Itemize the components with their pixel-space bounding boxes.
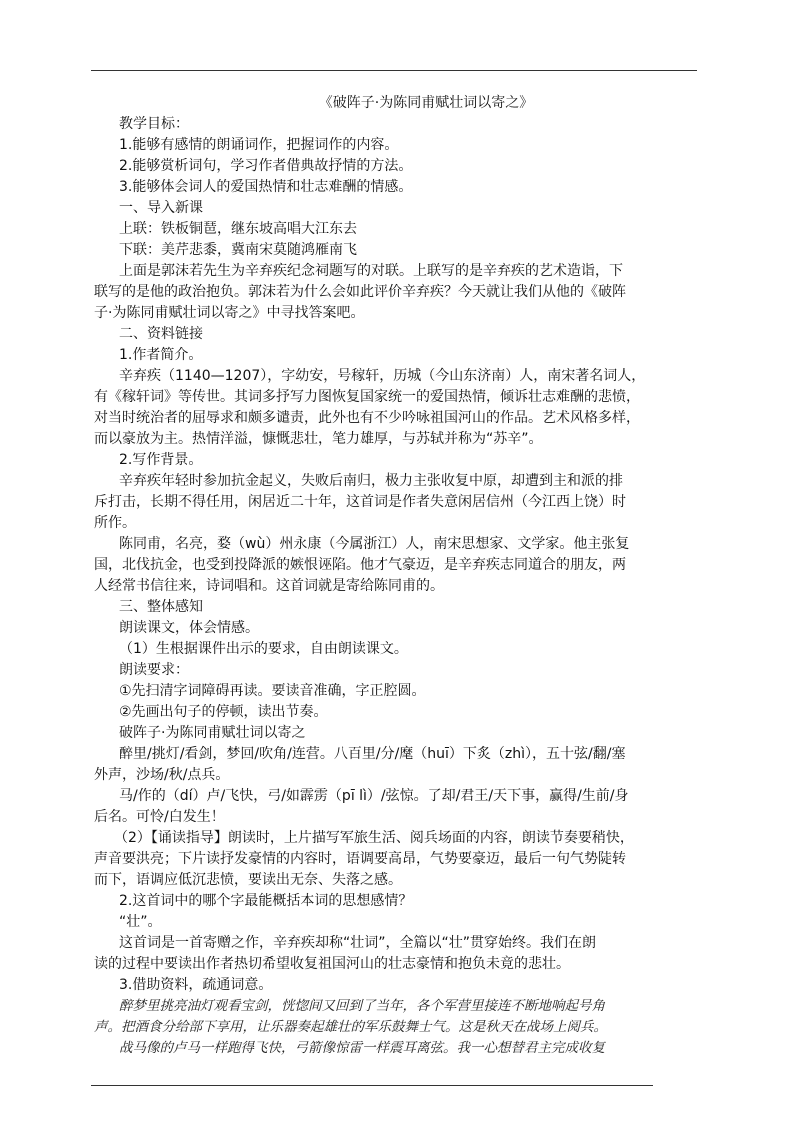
footer-rule bbox=[91, 1085, 653, 1086]
paragraph-line: 辛弃疾（1140—1207），字幼安，号稼轩，历城（今山东济南）人，南宋著名词人， bbox=[119, 368, 646, 384]
intro-paragraph bbox=[94, 261, 703, 324]
paragraph-line: 而下，语调应低沉悲愤，要读出无奈、失落之感。 bbox=[94, 872, 402, 888]
paragraph-line: 对当时统治者的屈辱求和颇多谴责，此外也有不少吟咏祖国河山的作品。艺术风格多样， bbox=[94, 410, 640, 426]
paragraph-line: 声。把酒食分给部下享用，让乐器奏起雄壮的军乐鼓舞士气。这是秋天在战场上阅兵。 bbox=[94, 1019, 607, 1035]
poem-stanza-1 bbox=[94, 744, 703, 786]
paragraph-line: 所作。 bbox=[94, 515, 136, 531]
question-line: 3.借助资料，疏通词意。 bbox=[119, 977, 273, 993]
instruction-line: （1）生根据课件出示的要求，自由朗读课文。 bbox=[119, 641, 408, 657]
question-line: 2.这首词中的哪个字最能概括本词的思想感情？ bbox=[119, 893, 413, 909]
sub-heading: 1.作者简介。 bbox=[119, 347, 203, 363]
document-body bbox=[94, 93, 703, 1059]
requirements-heading: 朗读要求： bbox=[119, 662, 189, 678]
instruction-line: 朗读课文，体会情感。 bbox=[119, 620, 259, 636]
header-rule bbox=[91, 70, 697, 71]
poem-line: 马/作的（dí）卢/飞快，弓/如霹雳（pī lì）/弦惊。了却/君王/天下事，赢得/生前/身 bbox=[119, 788, 629, 804]
poem-title: 破阵子·为陈同甫赋壮词以寄之 bbox=[119, 725, 306, 741]
section-heading: 二、资料链接 bbox=[119, 326, 203, 342]
paragraph-line: 陈同甫，名亮，婺（wù）州永康（今属浙江）人，南宋思想家、文学家。他主张复 bbox=[119, 536, 630, 552]
requirement-item: ②先画出句子的停顿，读出节奏。 bbox=[119, 704, 328, 720]
paragraph-line: 醉梦里挑亮油灯观看宝剑，恍惚间又回到了当年，各个军营里接连不断地响起号角 bbox=[119, 998, 605, 1014]
paragraph-line: 读的过程中要读出作者热切希望收复祖国河山的壮志豪情和抱负未竟的悲壮。 bbox=[94, 956, 570, 972]
poem-line: 醉里/挑灯/看剑，梦回/吹角/连营。八百里/分/麾（huī）下炙（zhì），五十弦/翻/塞 bbox=[119, 746, 626, 762]
poem-line: 后名。可怜/白发生！ bbox=[94, 809, 225, 825]
background-paragraph bbox=[94, 471, 703, 534]
paragraph-line: 有《稼轩词》等传世。其词多抒写力图恢复国家统一的爱国热情，倾诉壮志难酬的悲愤， bbox=[94, 389, 640, 405]
section-heading: 一、导入新课 bbox=[119, 200, 203, 216]
answer-line: “壮”。 bbox=[119, 914, 162, 930]
author-paragraph bbox=[94, 366, 703, 450]
objective-item: 1.能够有感情的朗诵词作，把握词作的内容。 bbox=[119, 137, 399, 153]
paragraph-line: 辛弃疾年轻时参加抗金起义，失败后南归，极力主张收复中原，却遭到主和派的排 bbox=[119, 473, 623, 489]
reading-guide-paragraph bbox=[94, 828, 703, 891]
paragraph-line: 人经常书信往来，诗词唱和。这首词就是寄给陈同甫的。 bbox=[94, 578, 444, 594]
translation-paragraph bbox=[94, 996, 703, 1059]
paragraph-line: 上面是郭沫若先生为辛弃疾纪念祠题写的对联。上联写的是辛弃疾的艺术造诣，下 bbox=[119, 263, 623, 279]
lesson-title: 《破阵子·为陈同甫赋壮词以寄之》 bbox=[318, 95, 534, 111]
objectives-heading: 教学目标： bbox=[119, 116, 189, 132]
explanation-paragraph bbox=[94, 933, 703, 975]
poem-stanza-2 bbox=[94, 786, 703, 828]
paragraph-line: 战马像的卢马一样跑得飞快，弓箭像惊雷一样震耳离弦。我一心想替君主完成收复 bbox=[119, 1040, 605, 1056]
chen-paragraph bbox=[94, 534, 703, 597]
couplet-lower: 下联：美芹悲黍，冀南宋莫随鸿雁南飞 bbox=[119, 242, 357, 258]
paragraph-line: 斥打击，长期不得任用，闲居近二十年，这首词是作者失意闲居信州（今江西上饶）时 bbox=[94, 494, 626, 510]
paragraph-line: （2）【诵读指导】朗读时，上片描写军旅生活、阅兵场面的内容，朗读节奏要稍快， bbox=[114, 830, 634, 846]
poem-line: 外声，沙场/秋/点兵。 bbox=[94, 767, 230, 783]
paragraph-line: 国，北伐抗金，也受到投降派的嫉恨诬陷。他才气豪迈，是辛弃疾志同道合的朋友，两 bbox=[94, 557, 626, 573]
paragraph-line: 而以豪放为主。热情洋溢，慷慨悲壮，笔力雄厚，与苏轼并称为“苏辛”。 bbox=[94, 431, 543, 447]
paragraph-line: 联写的是他的政治抱负。郭沫若为什么会如此评价辛弃疾？今天就让我们从他的《破阵 bbox=[94, 284, 626, 300]
objective-item: 3.能够体会词人的爱国热情和壮志难酬的情感。 bbox=[119, 179, 413, 195]
paragraph-line: 子·为陈同甫赋壮词以寄之》中寻找答案吧。 bbox=[94, 305, 365, 321]
couplet-upper: 上联：铁板铜琶，继东坡高唱大江东去 bbox=[119, 221, 357, 237]
requirement-item: ①先扫清字词障碍再读。要读音准确，字正腔圆。 bbox=[119, 683, 426, 699]
sub-heading: 2.写作背景。 bbox=[119, 452, 203, 468]
objective-item: 2.能够赏析词句，学习作者借典故抒情的方法。 bbox=[119, 158, 413, 174]
paragraph-line: 这首词是一首寄赠之作，辛弃疾却称“壮词”，全篇以“壮”贯穿始终。我们在朗 bbox=[119, 935, 597, 951]
paragraph-line: 声音要洪亮；下片读抒发豪情的内容时，语调要高昂，气势要豪迈，最后一句气势陡转 bbox=[94, 851, 626, 867]
section-heading: 三、整体感知 bbox=[119, 599, 203, 615]
